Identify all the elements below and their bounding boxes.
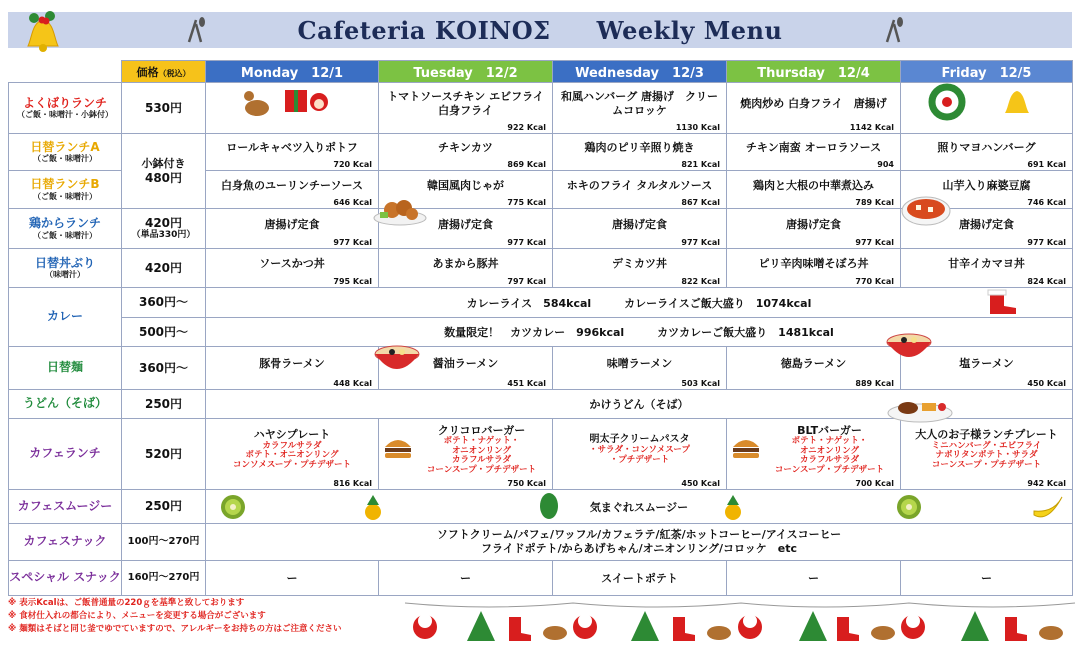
yokubari-wednesday: 和風ハンバーグ 唐揚げ クリームコロッケ 1130 Kcal (553, 83, 727, 134)
christmas-garland-icon (405, 597, 1075, 645)
price-curry: 360円～ (122, 288, 206, 318)
karaage-monday: 唐揚げ定食 977 Kcal (206, 209, 379, 249)
mapo-tofu-icon (900, 193, 952, 227)
footer-notes (8, 597, 342, 635)
price-donburi: 420円 (122, 249, 206, 288)
price-kobachi: 小鉢付き 480円 (122, 134, 206, 209)
day-header-friday: Friday 12/5 (901, 61, 1073, 83)
table-row (9, 83, 1073, 134)
lunch-b-monday: 白身魚のユーリンチーソース 646 Kcal (206, 171, 379, 209)
yokubari-monday (206, 83, 379, 134)
note-kcal: ※ 表示Kcalは、ご飯普通量の220ｇを基準と致しております (8, 598, 245, 608)
cafe-lunch-tuesday: クリコロバーガー ポテト・ナゲット・ オニオンリング カラフルサラダ コーンスープ・プチデザート 750 Kcal (379, 419, 553, 490)
men-wednesday: 味噌ラーメン 503 Kcal (553, 347, 727, 390)
lunch-a-friday: 照りマヨハンバーグ 691 Kcal (901, 134, 1073, 171)
price-men: 360円～ (122, 347, 206, 390)
karaage-thursday: 唐揚げ定食 977 Kcal (727, 209, 901, 249)
lunch-b-thursday: 鶏肉と大根の中華煮込み 789 Kcal (727, 171, 901, 209)
cafeteria-name: Cafeteria ΚΟΙΝΟΣ (297, 15, 551, 45)
lunch-b-wednesday: ホキのフライ タルタルソース 867 Kcal (553, 171, 727, 209)
curry-line: カレーライス 584kcal カレーライスご飯大盛り 1074kcal (206, 288, 1073, 318)
smoothie-line: 気まぐれスムージー (206, 490, 1073, 524)
karaage-tuesday: 唐揚げ定食 977 Kcal (379, 209, 553, 249)
cafe-lunch-thursday: BLTバーガー ポテト・ナゲット・ オニオンリング カラフルサラダ コーンスープ・プチデザート 700 Kcal (727, 419, 901, 490)
kiwi-icon-2 (894, 493, 924, 521)
spinach-icon (534, 492, 564, 522)
price-udon: 250円 (122, 390, 206, 419)
price-yokubari: 530円 (122, 83, 206, 134)
banana-icon (1030, 493, 1066, 521)
burger-icon-2 (731, 435, 761, 461)
category-curry: カレー (9, 288, 122, 347)
cafe-lunch-friday: 大人のお子様ランチプレート ミニハンバーグ・エビフライ ナポリタンポテト・サラダ コーンスープ・プチデザート 942 Kcal (901, 419, 1073, 490)
day-header-monday: Monday 12/1 (206, 61, 379, 83)
page-title (298, 16, 783, 45)
men-monday: 豚骨ラーメン 448 Kcal (206, 347, 379, 390)
day-header-wednesday: Wednesday 12/3 (553, 61, 727, 83)
note-menu-change: ※ 食材仕入れの都合により、メニューを変更する場合がございます (8, 610, 266, 621)
special-tuesday: ー (379, 561, 553, 596)
karaage-friday: 唐揚げ定食 977 Kcal (901, 209, 1073, 249)
lunch-a-tuesday: チキンカツ 869 Kcal (379, 134, 553, 171)
donburi-wednesday: デミカツ丼 822 Kcal (553, 249, 727, 288)
special-wednesday: スイートポテト (553, 561, 727, 596)
table-row (9, 490, 1073, 524)
pineapple-icon-2 (716, 495, 750, 521)
cafe-lunch-monday: ハヤシプレート カラフルサラダ ポテト・オニオンリング コンソメスープ・プチデザート 816 Kcal (206, 419, 379, 490)
yokubari-friday (901, 83, 1073, 134)
blank-header (9, 61, 122, 83)
table-row (9, 288, 1073, 318)
ramen-bowl-icon (372, 340, 422, 378)
price-special-snack: 160円～270円 (122, 561, 206, 596)
price-katsu-curry: 500円～ (122, 318, 206, 347)
header-row (9, 61, 1073, 83)
table-row (9, 419, 1073, 490)
category-yokubari: よくばりランチ （ご飯・味噌汁・小鉢付） (9, 83, 122, 134)
donburi-thursday: ピリ辛肉味噌そぼろ丼 770 Kcal (727, 249, 901, 288)
pineapple-icon (356, 495, 390, 521)
snack-lines: ソフトクリーム/パフェ/ワッフル/カフェラテ/紅茶/ホットコーヒー/アイスコーヒー フライドポテト/からあげちゃん/オニオンリング/コロッケ etc (206, 524, 1073, 561)
title-bar (8, 12, 1072, 48)
category-men: 日替麺 (9, 347, 122, 390)
category-lunch-a: 日替ランチA （ご飯・味噌汁） (9, 134, 122, 171)
men-thursday: 徳島ラーメン 889 Kcal (727, 347, 901, 390)
men-tuesday: 醤油ラーメン 451 Kcal (379, 347, 553, 390)
price-smoothie: 250円 (122, 490, 206, 524)
yokubari-tuesday: トマトソースチキン エビフライ 白身フライ 922 Kcal (379, 83, 553, 134)
special-thursday: ー (727, 561, 901, 596)
santa-boot-icon (982, 290, 1020, 316)
donburi-tuesday: あまから豚丼 797 Kcal (379, 249, 553, 288)
lunch-a-monday: ロールキャベツ入りポトフ 720 Kcal (206, 134, 379, 171)
katsu-curry-line: 数量限定！ カツカレー 996kcal カツカレーご飯大盛り 1481kcal (206, 318, 1073, 347)
wreath-bell-icon (917, 85, 1057, 119)
price-cafe-lunch: 520円 (122, 419, 206, 490)
karaage-plate-icon (372, 190, 428, 226)
category-cafe-lunch: カフェランチ (9, 419, 122, 490)
category-special-snack: スペシャル スナック (9, 561, 122, 596)
cafe-lunch-wednesday: 明太子クリームパスタ ・サラダ・コンソメスープ ・プチデザート 450 Kcal (553, 419, 727, 490)
menu-subtitle: Weekly Menu (596, 15, 783, 45)
ramen-bowl-icon-2 (884, 328, 934, 366)
fork-knife-icon-right (880, 16, 906, 44)
burger-icon (383, 435, 413, 461)
yokubari-thursday: 焼肉炒め 白身フライ 唐揚げ 1142 Kcal (727, 83, 901, 134)
table-row (9, 561, 1073, 596)
fork-knife-icon (182, 16, 208, 44)
men-friday: 塩ラーメン 450 Kcal (901, 347, 1073, 390)
kids-plate-icon (886, 393, 954, 423)
table-row (9, 249, 1073, 288)
table-row (9, 524, 1073, 561)
price-karaage: 420円 （単品330円） (122, 209, 206, 249)
kiwi-icon (218, 493, 248, 521)
category-snack: カフェスナック (9, 524, 122, 561)
price-snack: 100円～270円 (122, 524, 206, 561)
udon-line: かけうどん（そば） (206, 390, 1073, 419)
category-lunch-b: 日替ランチB （ご飯・味噌汁） (9, 171, 122, 209)
note-allergy: ※ 麺類はそばと同じ釜でゆでていますので、アレルギーをお持ちの方はご注意ください (8, 623, 342, 634)
day-header-tuesday: Tuesday 12/2 (379, 61, 553, 83)
category-karaage: 鶏からランチ （ご飯・味噌汁） (9, 209, 122, 249)
lunch-b-tuesday: 韓国風肉じゃが 775 Kcal (379, 171, 553, 209)
table-row (9, 134, 1073, 171)
christmas-bell-icon (20, 8, 66, 54)
lunch-a-thursday: チキン南蛮 オーロラソース 904 (727, 134, 901, 171)
karaage-wednesday: 唐揚げ定食 977 Kcal (553, 209, 727, 249)
category-udon: うどん（そば） (9, 390, 122, 419)
donburi-monday: ソースかつ丼 795 Kcal (206, 249, 379, 288)
day-header-thursday: Thursday 12/4 (727, 61, 901, 83)
special-friday: ー (901, 561, 1073, 596)
special-monday: ー (206, 561, 379, 596)
category-smoothie: カフェスムージー (9, 490, 122, 524)
lunch-a-wednesday: 鶏肉のピリ辛照り焼き 821 Kcal (553, 134, 727, 171)
category-donburi: 日替丼ぶり （味噌汁） (9, 249, 122, 288)
donburi-friday: 甘辛イカマヨ丼 824 Kcal (901, 249, 1073, 288)
lunch-b-friday: 山芋入り麻婆豆腐 746 Kcal (901, 171, 1073, 209)
santa-reindeer-icon (237, 86, 347, 118)
price-header: 価格（税込） (122, 61, 206, 83)
